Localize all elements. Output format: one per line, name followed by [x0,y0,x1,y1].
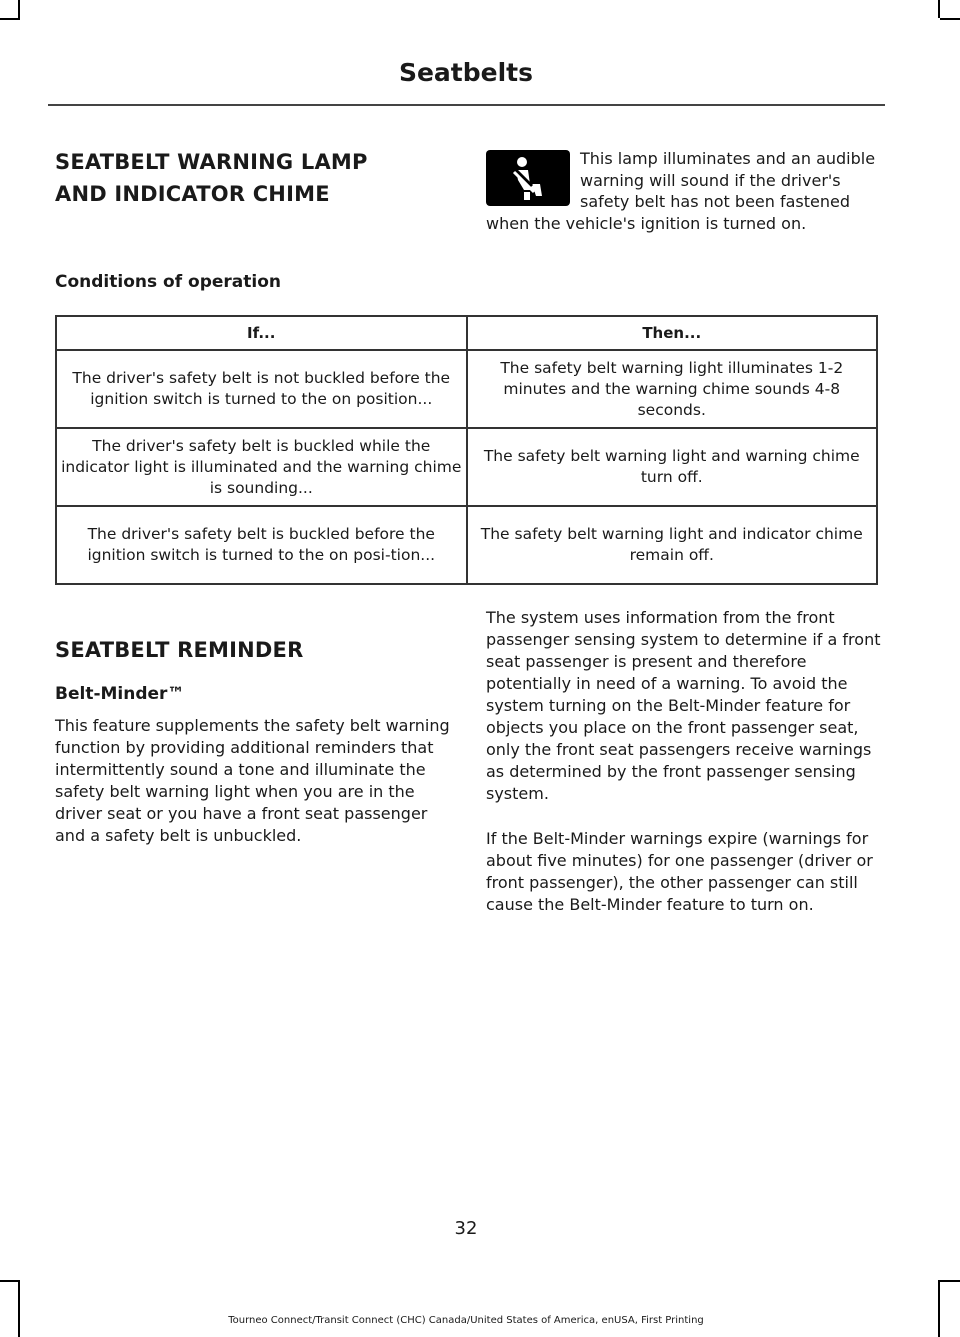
table-row [56,350,877,428]
intro-paragraph [486,148,882,234]
footer-edition: Tourneo Connect/Transit Connect (CHC) Canada/United States of America, enUSA, First Printing [228,1315,704,1326]
crop-mark [938,1280,940,1337]
page-number: 32 [454,1218,478,1239]
table-cell: The driver's safety belt is not buckled before the ignition switch is turned to the on position... [56,350,467,428]
crop-mark [18,1280,20,1337]
crop-mark [18,0,20,18]
belt-minder-heading: Belt-Minder™ [55,684,185,704]
crop-mark [0,18,20,20]
table-cell: The driver's safety belt is buckled before the ignition switch is turned to the on posi-tion... [56,506,467,584]
table-cell: The safety belt warning light illuminates 1-2 minutes and the warning chime sounds 4-8 seconds. [467,350,878,428]
table-header-then: Then... [467,316,878,350]
page-title: Seatbelts [398,58,534,87]
section-heading-warning-lamp [55,146,368,210]
table-cell: The driver's safety belt is buckled while the indicator light is illuminated and the warning chime is sounding... [56,428,467,506]
section-heading-reminder: SEATBELT REMINDER [55,638,304,662]
belt-minder-description: This feature supplements the safety belt warning function by providing additional reminders that intermittently sound a tone and illuminate the safety belt warning light when you are in the driver seat or you have a front seat passenger and a safety belt is unbuckled. [55,716,450,845]
table-cell: The safety belt warning light and indicator chime remain off. [467,506,878,584]
crop-mark [938,0,940,18]
seatbelt-icon-graphic [486,150,570,206]
heading-line-1: SEATBELT WARNING LAMP [55,150,368,174]
table-row [56,428,877,506]
heading-line-2: AND INDICATOR CHIME [55,182,330,206]
intro-text: This lamp illuminates and an audible warning will sound if the driver's safety belt has not been fastened when the vehicle's ignition is turned on. [486,149,876,233]
crop-mark [940,18,960,20]
table-cell: The safety belt warning light and warning chime turn off. [467,428,878,506]
seatbelt-warning-icon [486,150,570,206]
table-header-if: If... [56,316,467,350]
conditions-table [55,315,878,585]
conditions-heading: Conditions of operation [55,272,281,292]
belt-minder-expire-paragraph: If the Belt-Minder warnings expire (warnings for about five minutes) for one passenger (driver or front passenger), the other passenger can still cause the Belt-Minder feature to turn on. [486,829,873,914]
passenger-sensing-paragraph: The system uses information from the front passenger sensing system to determine if a front seat passenger is present and therefore potentially in need of a warning. To avoid the system turning on the Belt-Minder feature for objects you place on the front passenger seat, only the front seat passengers receive warnings as determined by the front passenger sensing system. [486,608,881,803]
table-header-row [56,316,877,350]
header-divider [48,104,885,106]
crop-mark [0,1280,20,1282]
table-row [56,506,877,584]
crop-mark [940,1280,960,1282]
